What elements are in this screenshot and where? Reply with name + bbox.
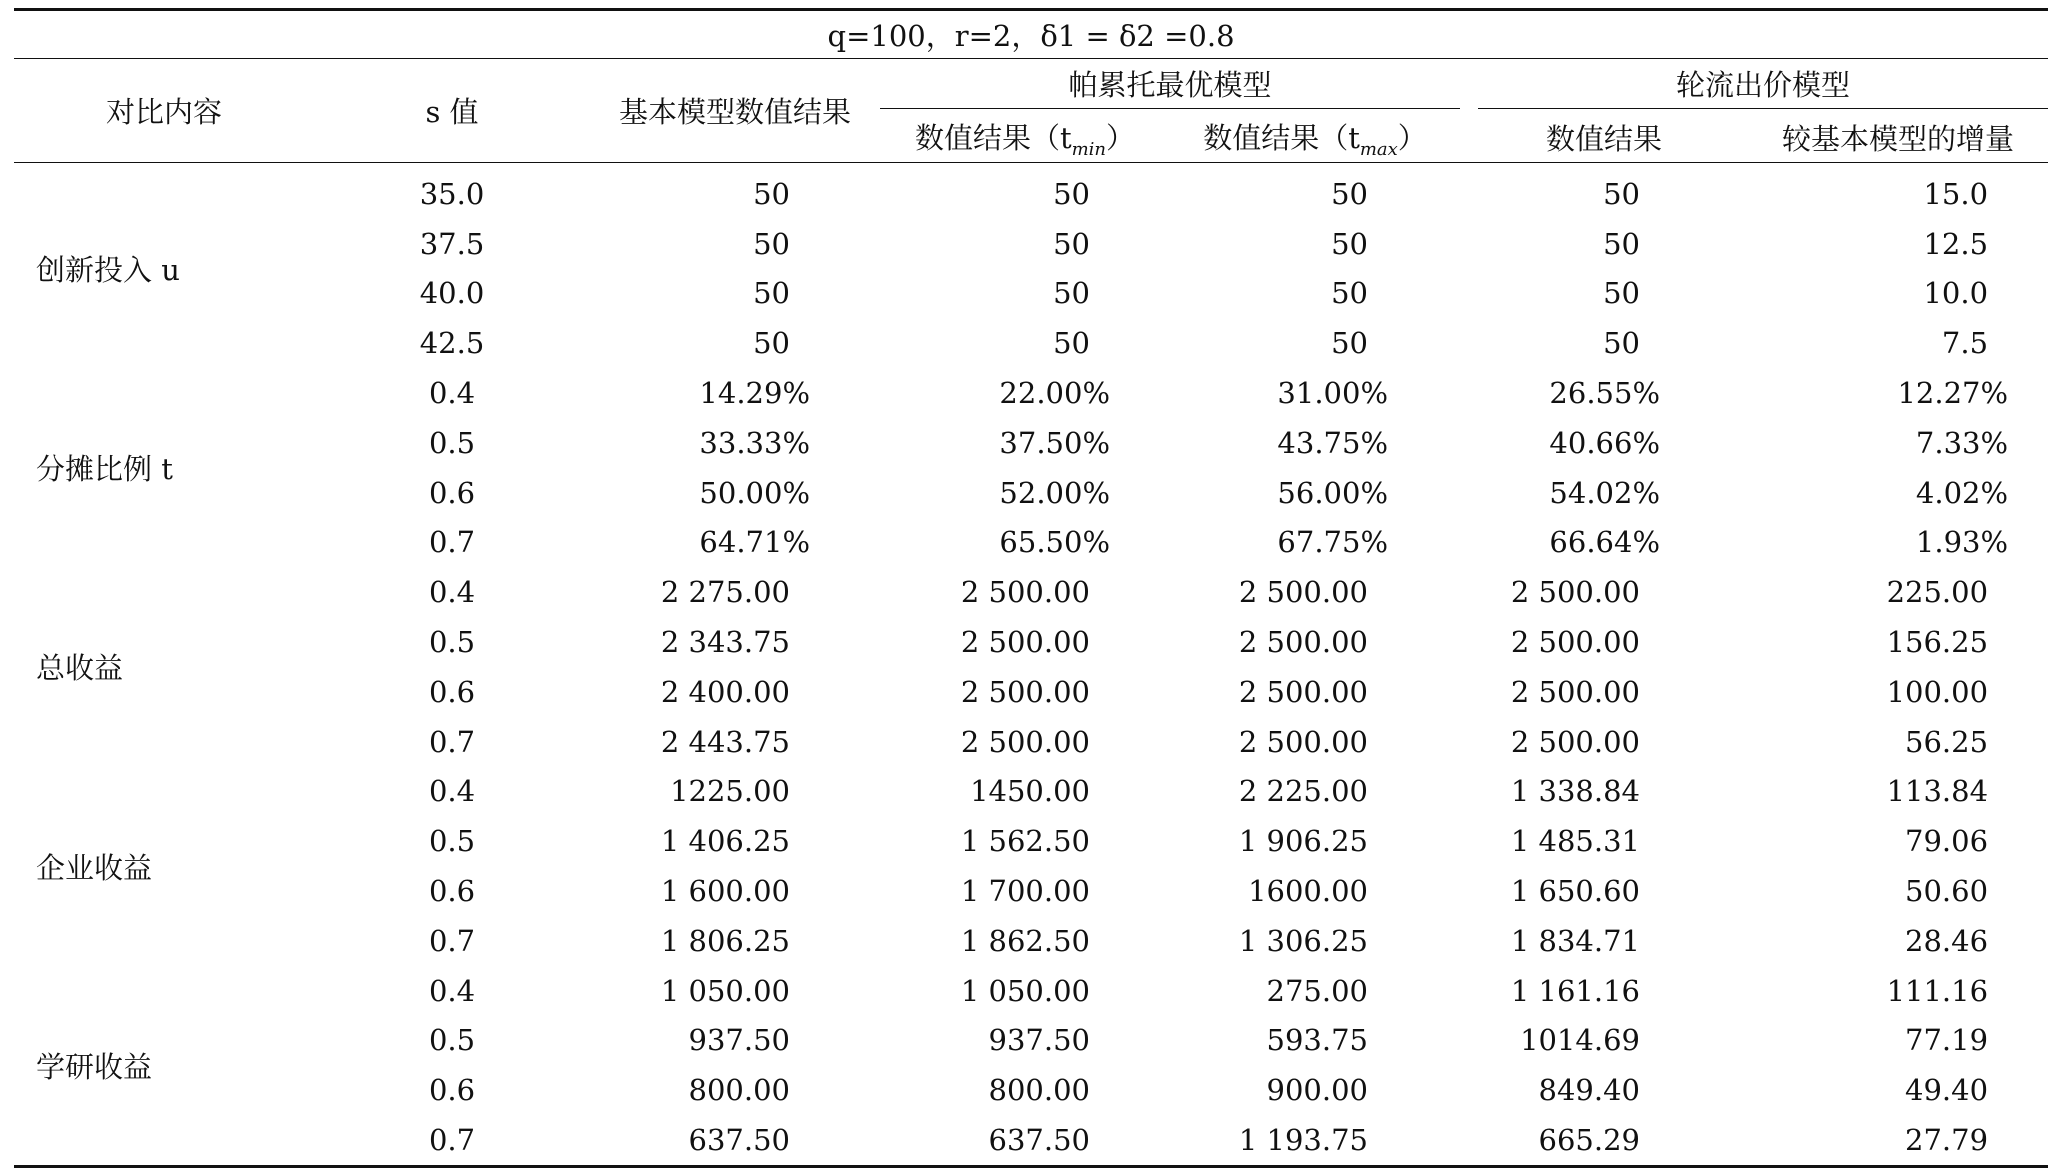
header-rotation <box>1460 59 2048 114</box>
cell-s: 0.5 <box>428 1023 476 1058</box>
header-pareto-tmin-label: 数值结果（t <box>914 120 1072 155</box>
cell-tmin: 52.00% <box>999 475 1110 510</box>
cell-inc: 56.25 <box>1905 724 1989 759</box>
category-label: 企业收益 <box>36 850 153 885</box>
cell-rot: 50 <box>1603 326 1640 361</box>
cell-tmax: 67.75% <box>1277 525 1388 560</box>
cell-rot: 40.66% <box>1549 425 1660 460</box>
cell-tmin: 22.00% <box>999 376 1110 411</box>
cell-tmin: 800.00 <box>988 1073 1090 1108</box>
cell-tmin: 65.50% <box>999 525 1110 560</box>
cell-basic: 50 <box>753 326 790 361</box>
header-pareto-tmax-label: 数值结果（t <box>1203 120 1360 155</box>
cell-inc: 49.40 <box>1905 1073 1989 1108</box>
cell-rot: 50 <box>1603 176 1640 211</box>
cell-inc: 4.02% <box>1915 475 2009 510</box>
cell-rot: 849.40 <box>1538 1073 1640 1108</box>
cell-tmin: 2 500.00 <box>960 575 1090 610</box>
cell-s: 0.5 <box>428 824 476 859</box>
cell-tmax: 1 193.75 <box>1170 1115 1460 1166</box>
cell-s: 35.0 <box>419 176 485 211</box>
cell-inc: 100.00 <box>1886 674 1989 709</box>
cell-tmin: 2 500.00 <box>960 674 1090 709</box>
cell-tmax: 50 <box>1331 176 1368 211</box>
cell-basic: 1 050.00 <box>660 973 790 1008</box>
cell-rot: 2 500.00 <box>1510 575 1640 610</box>
cell-tmin: 1 050.00 <box>960 973 1090 1008</box>
cell-inc: 27.79 <box>1748 1115 2048 1166</box>
cell-rot: 50 <box>1603 226 1640 261</box>
header-pareto-tmin-close: ） <box>1106 120 1136 155</box>
cell-tmax: 56.00% <box>1277 475 1388 510</box>
cell-tmax: 900.00 <box>1266 1073 1368 1108</box>
category-label: 学研收益 <box>14 966 314 1167</box>
cell-tmax: 31.00% <box>1277 376 1388 411</box>
cell-inc: 12.5 <box>1923 226 1989 261</box>
cell-rot: 2 500.00 <box>1510 724 1640 759</box>
header-s-value: s 值 <box>314 59 590 163</box>
cell-rot: 1 161.16 <box>1510 973 1640 1008</box>
cell-inc: 113.84 <box>1886 774 1989 809</box>
cell-tmax: 50 <box>1331 276 1368 311</box>
cell-rot: 66.64% <box>1549 525 1660 560</box>
table-row <box>14 767 2048 817</box>
cell-tmin: 2 500.00 <box>960 724 1090 759</box>
cell-basic: 1 600.00 <box>660 874 790 909</box>
cell-tmax: 2 500.00 <box>1238 575 1368 610</box>
category-label: 分摊比例 t <box>36 452 173 487</box>
cell-s: 0.6 <box>428 674 476 709</box>
cell-s: 0.7 <box>428 724 476 759</box>
cell-tmin: 50 <box>1053 226 1090 261</box>
cell-tmax: 2 500.00 <box>1238 724 1368 759</box>
cell-tmax: 2 500.00 <box>1238 625 1368 660</box>
header-pareto-tmin <box>880 113 1170 163</box>
cell-tmin: 50 <box>1053 176 1090 211</box>
cell-inc: 1.93% <box>1915 525 2009 560</box>
table-row <box>14 1115 2048 1166</box>
cell-tmin: 1450.00 <box>970 774 1090 809</box>
table-row <box>14 717 2048 767</box>
table-row <box>14 518 2048 568</box>
cell-rot: 1 650.60 <box>1510 874 1640 909</box>
table-row <box>14 916 2048 966</box>
cell-basic: 33.33% <box>699 425 810 460</box>
cell-s: 37.5 <box>419 226 485 261</box>
header-pareto <box>880 59 1460 114</box>
cell-basic: 1 406.25 <box>660 824 790 859</box>
cell-tmax: 43.75% <box>1277 425 1388 460</box>
cell-tmin: 1 700.00 <box>960 874 1090 909</box>
cell-tmax: 50 <box>1331 326 1368 361</box>
cell-s: 0.7 <box>314 1115 590 1166</box>
cell-rot: 26.55% <box>1549 376 1660 411</box>
cell-inc: 225.00 <box>1886 575 1989 610</box>
cell-inc: 12.27% <box>1897 376 2009 411</box>
cell-tmax: 1600.00 <box>1248 874 1368 909</box>
header-rotation-label: 轮流出价模型 <box>1478 63 2048 109</box>
cell-basic: 1 806.25 <box>660 923 790 958</box>
cell-tmax: 2 500.00 <box>1238 674 1368 709</box>
cell-basic: 2 275.00 <box>660 575 790 610</box>
table-row <box>14 468 2048 518</box>
cell-s: 0.5 <box>428 625 476 660</box>
cell-inc: 50.60 <box>1905 874 1989 909</box>
cell-basic: 50 <box>753 276 790 311</box>
cell-tmax: 1 906.25 <box>1238 824 1368 859</box>
cell-rot: 1 485.31 <box>1510 824 1640 859</box>
cell-tmax: 1 306.25 <box>1238 923 1368 958</box>
cell-basic: 50.00% <box>699 475 810 510</box>
cell-inc: 79.06 <box>1905 824 1989 859</box>
cell-inc: 111.16 <box>1886 973 1989 1008</box>
cell-s: 42.5 <box>419 326 485 361</box>
cell-s: 0.6 <box>428 1073 476 1108</box>
cell-rot: 2 500.00 <box>1510 674 1640 709</box>
cell-rot: 665.29 <box>1460 1115 1748 1166</box>
table-row <box>14 1016 2048 1066</box>
table-row <box>14 567 2048 617</box>
cell-s: 0.4 <box>428 575 476 610</box>
cell-tmax: 275.00 <box>1266 973 1368 1008</box>
cell-basic: 2 343.75 <box>660 625 790 660</box>
cell-basic: 2 443.75 <box>660 724 790 759</box>
category-label: 总收益 <box>36 651 124 686</box>
table-row <box>14 269 2048 319</box>
cell-tmax: 2 225.00 <box>1238 774 1368 809</box>
cell-s: 0.4 <box>428 376 476 411</box>
cell-s: 40.0 <box>419 276 485 311</box>
header-compare: 对比内容 <box>14 59 314 163</box>
cell-rot: 54.02% <box>1549 475 1660 510</box>
cell-tmin: 2 500.00 <box>960 625 1090 660</box>
cell-inc: 7.33% <box>1915 425 2009 460</box>
cell-rot: 1014.69 <box>1520 1023 1640 1058</box>
table-row <box>14 219 2048 269</box>
cell-basic: 50 <box>753 176 790 211</box>
cell-inc: 15.0 <box>1923 176 1989 211</box>
cell-inc: 7.5 <box>1941 326 1989 361</box>
cell-inc: 10.0 <box>1923 276 1989 311</box>
cell-basic: 50 <box>753 226 790 261</box>
cell-basic: 14.29% <box>699 376 810 411</box>
cell-rot: 50 <box>1603 276 1640 311</box>
cell-basic: 1225.00 <box>670 774 790 809</box>
cell-s: 0.6 <box>428 874 476 909</box>
cell-tmin: 50 <box>1053 276 1090 311</box>
table-row <box>14 418 2048 468</box>
cell-tmin: 50 <box>1053 326 1090 361</box>
header-pareto-tmax-sub: max <box>1359 138 1398 160</box>
cell-tmin: 1 862.50 <box>960 923 1090 958</box>
cell-tmax: 50 <box>1331 226 1368 261</box>
condition-row: q=100，r=2，δ1 = δ2 =0.8 <box>14 10 2048 59</box>
cell-s: 0.7 <box>428 923 476 958</box>
cell-s: 0.5 <box>428 425 476 460</box>
table-row <box>14 816 2048 866</box>
header-rotation-increase: 较基本模型的增量 <box>1748 113 2048 163</box>
header-basic: 基本模型数值结果 <box>590 59 880 163</box>
cell-tmin: 937.50 <box>988 1023 1090 1058</box>
results-table <box>14 8 2048 1168</box>
header-rotation-value: 数值结果 <box>1460 113 1748 163</box>
table-row <box>14 368 2048 418</box>
table-row <box>14 318 2048 368</box>
table-body <box>14 163 2048 1167</box>
table-row <box>14 163 2048 219</box>
header-pareto-tmax-close: ） <box>1397 120 1427 155</box>
cell-tmax: 593.75 <box>1266 1023 1368 1058</box>
table-row <box>14 667 2048 717</box>
cell-inc: 156.25 <box>1886 625 1989 660</box>
table-row <box>14 617 2048 667</box>
cell-rot: 2 500.00 <box>1510 625 1640 660</box>
cell-inc: 77.19 <box>1905 1023 1989 1058</box>
cell-s: 0.6 <box>428 475 476 510</box>
cell-tmin: 37.50% <box>999 425 1110 460</box>
cell-basic: 800.00 <box>688 1073 790 1108</box>
table-row <box>14 866 2048 916</box>
table-row <box>14 1065 2048 1115</box>
cell-rot: 1 338.84 <box>1510 774 1640 809</box>
header-pareto-tmax <box>1170 113 1460 163</box>
cell-tmin: 637.50 <box>880 1115 1170 1166</box>
cell-s: 0.7 <box>428 525 476 560</box>
table-row <box>14 966 2048 1016</box>
category-label: 创新投入 u <box>36 253 180 288</box>
cell-basic: 637.50 <box>590 1115 880 1166</box>
cell-inc: 28.46 <box>1905 923 1989 958</box>
header-pareto-tmin-sub: min <box>1071 138 1107 160</box>
cell-basic: 2 400.00 <box>660 674 790 709</box>
cell-s: 0.4 <box>428 774 476 809</box>
cell-s: 0.4 <box>428 973 476 1008</box>
header-pareto-label: 帕累托最优模型 <box>880 63 1460 109</box>
cell-basic: 937.50 <box>688 1023 790 1058</box>
cell-tmin: 1 562.50 <box>960 824 1090 859</box>
cell-basic: 64.71% <box>699 525 810 560</box>
cell-rot: 1 834.71 <box>1510 923 1640 958</box>
